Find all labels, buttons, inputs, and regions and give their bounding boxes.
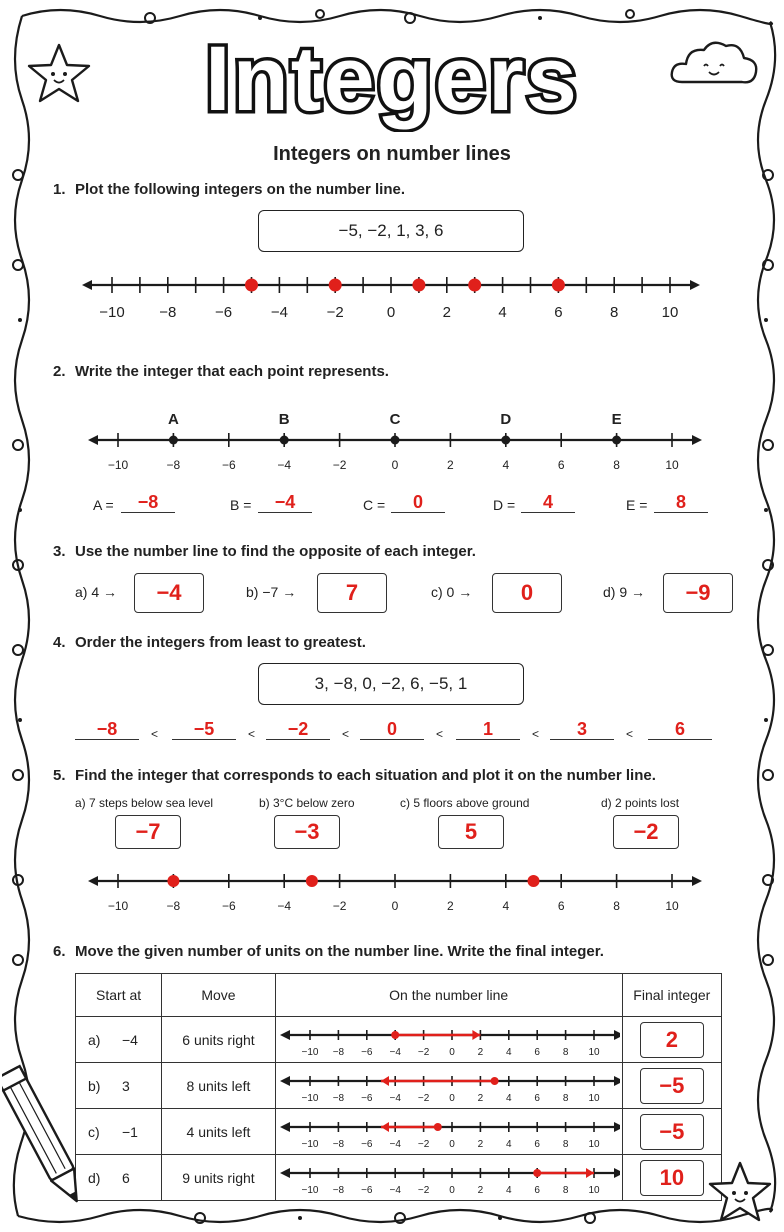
q1-tick-label: 4 — [498, 304, 507, 321]
q2-point-letter: C — [389, 411, 401, 428]
q3-answer-box[interactable]: 0 — [492, 573, 562, 613]
q2-point-letter: A — [167, 411, 179, 428]
q4-less-than-sign: < — [342, 727, 350, 741]
q6-row2-tick-label: 8 — [562, 1138, 569, 1150]
q6-row1-arrow-left-icon — [280, 1076, 290, 1086]
q6-row3-tick-label: −8 — [332, 1184, 344, 1196]
q6-row3-tick-label: −4 — [389, 1184, 401, 1196]
q3-answer-box[interactable]: −4 — [134, 573, 204, 613]
q4-answer-field[interactable]: 1 — [456, 719, 520, 740]
q6-row1-tick-label: −8 — [332, 1092, 344, 1104]
q2-tick-label: 10 — [665, 458, 679, 472]
q1-tick-label: 0 — [386, 304, 396, 321]
q2-tick-label: 4 — [502, 458, 510, 472]
q2-answer-label: E = — [626, 497, 648, 513]
q6-row3-tick-label: −10 — [301, 1184, 319, 1196]
start-value: 6 — [122, 1169, 130, 1186]
table-row — [76, 1063, 722, 1109]
q5-plotted-point[interactable] — [167, 875, 179, 887]
q3-item-prompt: c) 0 → — [431, 584, 473, 600]
q6-row3-arrow-left-icon — [280, 1168, 290, 1178]
q5-arrow-right-icon — [692, 876, 702, 886]
q5-tick-label: −6 — [221, 899, 236, 913]
q5-answer-box[interactable]: −7 — [115, 815, 181, 849]
final-cell — [622, 1017, 721, 1063]
row-letter: b) — [88, 1077, 101, 1094]
q2-tick-label: 2 — [447, 458, 454, 472]
q5-tick-label: 6 — [557, 899, 565, 913]
start-cell — [76, 1109, 162, 1155]
q1-tick-label: −8 — [159, 304, 177, 321]
final-cell — [622, 1063, 721, 1109]
q6-row1-tick-label: 4 — [505, 1092, 512, 1104]
row-letter: c) — [88, 1123, 100, 1140]
start-cell — [76, 1063, 162, 1109]
q6-row3-tick-label: 8 — [562, 1184, 569, 1196]
q2-tick-label: 0 — [391, 458, 399, 472]
table-header-row — [76, 974, 722, 1017]
q6-row1-tick-label: 0 — [448, 1092, 455, 1104]
q6-row2-axis — [280, 1122, 620, 1150]
q1-arrow-left-icon — [82, 280, 92, 290]
q6-start-point — [533, 1169, 541, 1177]
q4-answer-field[interactable]: −5 — [172, 719, 236, 740]
col-final-header: Final integer — [622, 974, 721, 1017]
q1-plotted-point[interactable] — [468, 279, 481, 292]
q5-answer-box[interactable]: −2 — [613, 815, 679, 849]
q3-item-prompt: b) −7 → — [246, 584, 297, 600]
q2-point-a — [169, 436, 178, 445]
q5-tick-label: 2 — [447, 899, 454, 913]
q6-row0-tick-label: −8 — [332, 1046, 344, 1058]
col-move-header: Move — [162, 974, 275, 1017]
start-cell — [76, 1155, 162, 1201]
q1-plotted-point[interactable] — [329, 279, 342, 292]
q5-tick-label: −2 — [332, 899, 347, 913]
q6-start-point — [490, 1077, 498, 1085]
q1-tick-label: 8 — [610, 304, 619, 321]
q1-number-line[interactable] — [70, 266, 730, 326]
number-line-cell — [275, 1109, 622, 1155]
q2-tick-label: −8 — [166, 458, 181, 472]
q6-row3-tick-label: 6 — [534, 1184, 540, 1196]
q6-row2-tick-label: 0 — [448, 1138, 455, 1150]
question-4-prompt: 4. Order the integers from least to greatest. — [53, 634, 366, 651]
q5-tick-label: −10 — [107, 899, 129, 913]
q1-axis — [82, 277, 700, 321]
q6-row3-tick-label: −6 — [360, 1184, 373, 1196]
final-cell — [622, 1109, 721, 1155]
page-subtitle: Integers on number lines — [273, 143, 511, 165]
table-row — [76, 1017, 722, 1063]
q5-situation-text: c) 5 floors above ground — [400, 796, 530, 810]
q6-row1-tick-label: 6 — [534, 1092, 540, 1104]
q6-row2-tick-label: −10 — [301, 1138, 319, 1150]
q2-answer-label: C = — [363, 497, 386, 513]
start-cell — [76, 1017, 162, 1063]
q6-moves-table — [75, 973, 722, 1201]
q1-tick-label: −10 — [99, 304, 125, 321]
col-start-header: Start at — [76, 974, 162, 1017]
q6-row0-tick-label: −10 — [301, 1046, 319, 1058]
q6-row0-tick-label: 4 — [505, 1046, 512, 1058]
q5-axis — [88, 874, 702, 913]
q2-tick-label: 8 — [613, 458, 620, 472]
q6-row3-tick-label: 0 — [448, 1184, 455, 1196]
q2-point-letter: B — [278, 411, 290, 428]
q6-row2-arrow-left-icon — [280, 1122, 290, 1132]
q3-item-prompt: a) 4 → — [75, 584, 118, 600]
q2-answer-field[interactable]: 8 — [654, 492, 708, 513]
col-number-line-header: On the number line — [275, 974, 622, 1017]
q3-item-prompt: d) 9 → — [603, 584, 646, 600]
final-integer-box[interactable]: −5 — [640, 1068, 704, 1104]
q4-answer-field[interactable]: 0 — [360, 719, 424, 740]
start-value: 3 — [122, 1077, 130, 1094]
q6-row2-tick-label: −4 — [389, 1138, 401, 1150]
q6-row0-tick-label: −6 — [360, 1046, 373, 1058]
move-cell: 4 units left — [162, 1109, 275, 1155]
q6-row1-tick-label: 10 — [588, 1092, 600, 1104]
q4-values-box: 3, −8, 0, −2, 6, −5, 1 — [258, 663, 524, 705]
q5-tick-label: 0 — [391, 899, 399, 913]
q2-point-letter: D — [500, 411, 512, 428]
q6-mini-number-line[interactable] — [276, 1156, 620, 1200]
q2-tick-label: −4 — [277, 458, 292, 472]
row-letter: d) — [88, 1169, 101, 1186]
arrowhead-icon — [472, 1030, 480, 1040]
q2-point-e — [612, 436, 621, 445]
pencil-icon — [2, 1058, 82, 1220]
question-1-prompt: 1. Plot the following integers on the number line. — [53, 181, 406, 198]
q5-situation-text: d) 2 points lost — [601, 796, 680, 810]
arrowhead-icon — [586, 1168, 594, 1178]
q3-answer-box[interactable]: 7 — [317, 573, 387, 613]
q5-situation-text: a) 7 steps below sea level — [75, 796, 214, 810]
q5-answer-box[interactable]: 5 — [438, 815, 504, 849]
q2-point-d — [501, 436, 510, 445]
q6-row3-tick-label: −2 — [417, 1184, 430, 1196]
q6-row2-tick-label: 4 — [505, 1138, 512, 1150]
q4-less-than-sign: < — [436, 727, 444, 741]
row-letter: a) — [88, 1031, 101, 1048]
q5-tick-label: 8 — [613, 899, 620, 913]
q1-tick-label: −4 — [270, 304, 288, 321]
q5-answer-box[interactable]: −3 — [274, 815, 340, 849]
q5-plotted-point[interactable] — [306, 875, 318, 887]
q2-number-line — [70, 405, 730, 475]
q2-answer-field[interactable]: 4 — [521, 492, 575, 513]
question-3-prompt: 3. Use the number line to find the opposite of each integer. — [53, 543, 476, 560]
q2-tick-label: −10 — [107, 458, 129, 472]
q6-start-point — [434, 1123, 442, 1131]
svg-text:Integers: Integers — [205, 28, 579, 130]
q4-answer-field[interactable]: 6 — [648, 719, 712, 740]
number-line-cell — [275, 1155, 622, 1201]
q6-row0-arrow-right-icon — [614, 1030, 620, 1040]
q6-row0-arrow-left-icon — [280, 1030, 290, 1040]
q5-tick-label: 10 — [665, 899, 679, 913]
q5-tick-label: −4 — [277, 899, 292, 913]
q1-tick-label: 2 — [442, 304, 451, 321]
q4-answer-field[interactable]: −2 — [266, 719, 330, 740]
q6-row3-tick-label: 10 — [588, 1184, 600, 1196]
q1-plotted-point[interactable] — [412, 279, 425, 292]
q6-row2-tick-label: −2 — [417, 1138, 430, 1150]
q2-tick-label: −6 — [221, 458, 236, 472]
q6-row0-tick-label: 0 — [448, 1046, 455, 1058]
table-row — [76, 1155, 722, 1201]
final-integer-box[interactable]: 2 — [640, 1022, 704, 1058]
q4-answer-field[interactable]: 3 — [550, 719, 614, 740]
q6-row2-arrow-right-icon — [614, 1122, 620, 1132]
q1-plotted-point[interactable] — [245, 279, 258, 292]
q4-less-than-sign: < — [248, 727, 256, 741]
q2-point-c — [391, 436, 400, 445]
q6-row2-tick-label: 6 — [534, 1138, 540, 1150]
q6-row2-tick-label: −8 — [332, 1138, 344, 1150]
q6-mini-number-line[interactable] — [276, 1110, 620, 1154]
table-row — [76, 1109, 722, 1155]
q6-row3-tick-label: 4 — [505, 1184, 512, 1196]
title-block — [0, 22, 784, 132]
q6-row0-tick-label: −2 — [417, 1046, 430, 1058]
q6-row0-tick-label: −4 — [389, 1046, 401, 1058]
q6-mini-number-line[interactable] — [276, 1064, 620, 1108]
q4-less-than-sign: < — [532, 727, 540, 741]
q6-row3-tick-label: 2 — [477, 1184, 483, 1196]
page-title — [0, 22, 784, 132]
q3-answer-box[interactable]: −9 — [663, 573, 733, 613]
q6-mini-number-line[interactable] — [276, 1018, 620, 1062]
start-value: −1 — [122, 1123, 138, 1140]
q6-row2-tick-label: −6 — [360, 1138, 373, 1150]
q5-tick-label: 4 — [502, 899, 510, 913]
q6-row1-tick-label: −2 — [417, 1092, 430, 1104]
q6-start-point — [391, 1031, 399, 1039]
q5-arrow-left-icon — [88, 876, 98, 886]
q2-point-letter: E — [611, 411, 622, 428]
q2-arrow-right-icon — [692, 435, 702, 445]
q2-arrow-left-icon — [88, 435, 98, 445]
q1-arrow-right-icon — [690, 280, 700, 290]
q1-tick-label: −6 — [215, 304, 233, 321]
arrowhead-icon — [381, 1122, 389, 1132]
number-line-cell — [275, 1063, 622, 1109]
q2-tick-label: 6 — [557, 458, 565, 472]
q4-less-than-sign: < — [151, 727, 159, 741]
q2-answer-label: A = — [93, 497, 114, 513]
arrowhead-icon — [381, 1076, 389, 1086]
question-6-prompt: 6. Move the given number of units on the number line. Write the final integer. — [53, 943, 604, 960]
q6-row2-tick-label: 2 — [477, 1138, 483, 1150]
start-value: −4 — [122, 1031, 138, 1048]
move-cell: 9 units right — [162, 1155, 275, 1201]
q2-tick-label: −2 — [332, 458, 347, 472]
q2-answer-field[interactable]: −8 — [121, 492, 175, 513]
q2-answer-field[interactable]: 0 — [391, 492, 445, 513]
q6-row0-tick-label: 6 — [534, 1046, 540, 1058]
q6-row1-tick-label: −6 — [360, 1092, 373, 1104]
q6-row1-tick-label: −4 — [389, 1092, 401, 1104]
q6-row1-tick-label: 8 — [562, 1092, 569, 1104]
q4-less-than-sign: < — [626, 727, 634, 741]
q6-row2-tick-label: 10 — [588, 1138, 600, 1150]
q2-answer-field[interactable]: −4 — [258, 492, 312, 513]
final-integer-box[interactable]: −5 — [640, 1114, 704, 1150]
q1-tick-label: 6 — [554, 304, 563, 321]
move-cell: 6 units right — [162, 1017, 275, 1063]
move-cell: 8 units left — [162, 1063, 275, 1109]
q5-tick-label: −8 — [166, 899, 181, 913]
star-icon — [706, 1160, 774, 1224]
q5-number-line[interactable] — [70, 866, 730, 918]
number-line-cell — [275, 1017, 622, 1063]
q2-answer-label: B = — [230, 497, 252, 513]
q6-row3-arrow-right-icon — [614, 1168, 620, 1178]
q2-answer-label: D = — [493, 497, 516, 513]
question-2-prompt: 2. Write the integer that each point represents. — [53, 363, 389, 380]
q1-tick-label: −2 — [326, 304, 344, 321]
q2-point-b — [280, 436, 289, 445]
question-5-prompt: 5. Find the integer that corresponds to each situation and plot it on the number line. — [53, 767, 656, 784]
q6-row1-arrow-right-icon — [614, 1076, 620, 1086]
q4-answer-field[interactable]: −8 — [75, 719, 139, 740]
q6-row1-tick-label: 2 — [477, 1092, 483, 1104]
q5-plotted-point[interactable] — [528, 875, 540, 887]
q1-plotted-point[interactable] — [552, 279, 565, 292]
q6-row0-tick-label: 2 — [477, 1046, 483, 1058]
q5-situation-text: b) 3°C below zero — [259, 796, 355, 810]
q6-row1-tick-label: −10 — [301, 1092, 319, 1104]
q6-row0-tick-label: 10 — [588, 1046, 600, 1058]
q6-row0-tick-label: 8 — [562, 1046, 569, 1058]
final-integer-box[interactable]: 10 — [640, 1160, 704, 1196]
q1-values-box: −5, −2, 1, 3, 6 — [258, 210, 524, 252]
q1-tick-label: 10 — [661, 304, 679, 321]
